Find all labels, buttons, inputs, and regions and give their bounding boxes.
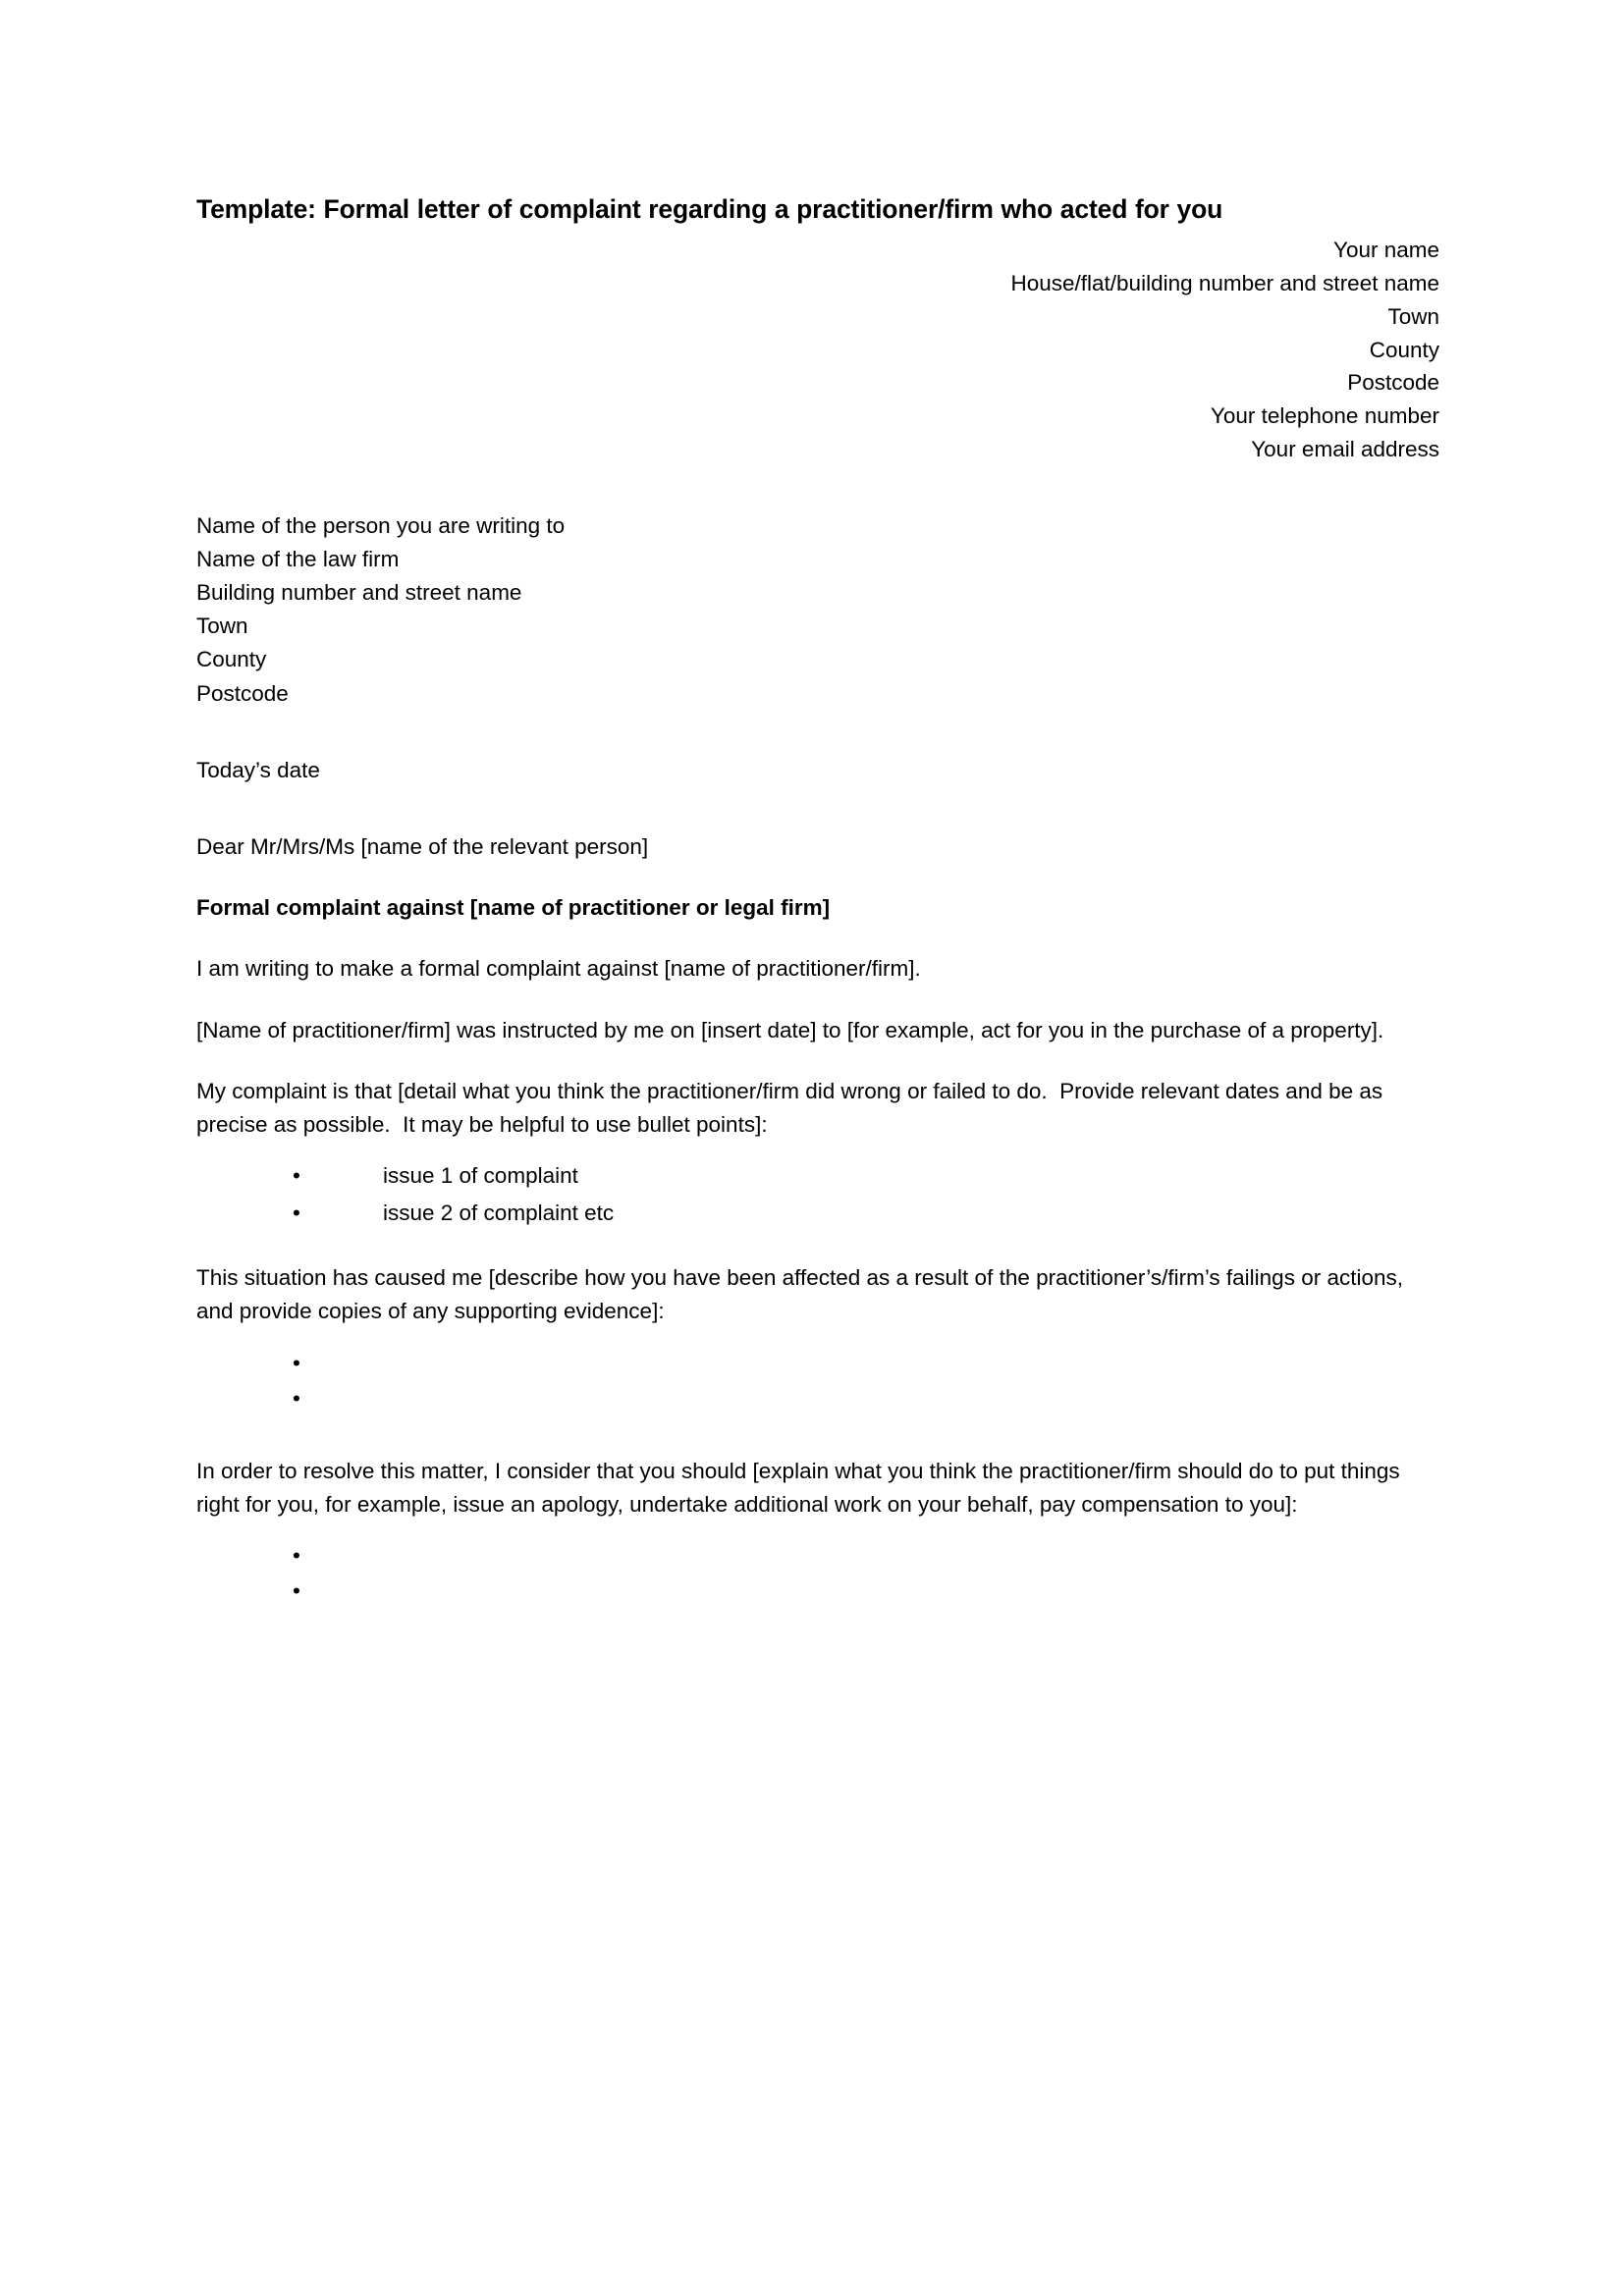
effect-bullet-list [196,1347,1439,1417]
list-item [196,1382,1439,1417]
salutation: Dear Mr/Mrs/Ms [name of the relevant person] [196,834,649,859]
spacer [196,1522,1439,1539]
document-body [196,192,1439,1610]
recipient-address-line: Name of the law firm [196,546,400,571]
sender-address-line: Your telephone number [1210,403,1439,429]
body-paragraph-1: I am writing to make a formal complaint against [name of practitioner/firm]. [196,956,921,982]
subject-line: Formal complaint against [name of practitioner or legal firm] [196,895,831,921]
spacer [196,925,1439,952]
sender-address-line: House/flat/building number and street name [1010,271,1439,296]
body-paragraph-3: My complaint is that [detail what you think the practitioner/firm did wrong or failed to do. Provide relevant dates and be as precise as possible. It may be helpful to use bullet points]: [196,1078,1389,1137]
recipient-address-line: Building number and street name [196,580,522,606]
spacer [196,1142,1439,1159]
sender-address-line: Town [1387,303,1439,329]
recipient-address-line: County [196,647,267,672]
list-item [196,1575,1439,1610]
spacer [196,1047,1439,1075]
spacer [196,987,1439,1014]
list-item: • issue 2 of complaint etc [196,1197,1439,1234]
sender-address-line: Your email address [1251,436,1439,461]
resolution-bullet-list [196,1539,1439,1610]
spacer [196,711,1439,754]
body-paragraph-2: [Name of practitioner/firm] was instructed by me on [insert date] to [for example, act for you in the purchase of a property]. [196,1017,1384,1042]
list-item: • issue 1 of complaint [196,1159,1439,1197]
spacer [196,1234,1439,1261]
spacer [196,787,1439,830]
spacer [196,1417,1439,1455]
spacer [196,1329,1439,1347]
spacer [196,864,1439,891]
page-title: Template: Formal letter of complaint regarding a practitioner/firm who acted for you [196,194,1223,224]
body-paragraph-5: In order to resolve this matter, I consider that you should [explain what you think the practitioner/firm should do to put things right for you, for example, issue an apology, undertake additional work on your behalf, pay compensation to you]: [196,1458,1406,1517]
spacer [196,466,1439,509]
recipient-address-line: Town [196,614,248,639]
recipient-address-line: Name of the person you are writing to [196,512,566,538]
sender-address-line: Your name [1333,238,1439,263]
body-paragraph-4: This situation has caused me [describe how you have been affected as a result of the practitioner’s/firm’s failings or actions, and provide copies of any supporting evidence]: [196,1265,1410,1324]
recipient-address-line: Postcode [196,680,289,706]
sender-address-line: County [1369,337,1439,362]
sender-address-line: Postcode [1347,370,1439,396]
date-line: Today’s date [196,757,320,782]
sender-address-block [196,234,1439,465]
list-item [196,1347,1439,1382]
list-item [196,1539,1439,1575]
complaint-bullet-list [196,1159,1439,1234]
recipient-address-block [196,509,1439,711]
